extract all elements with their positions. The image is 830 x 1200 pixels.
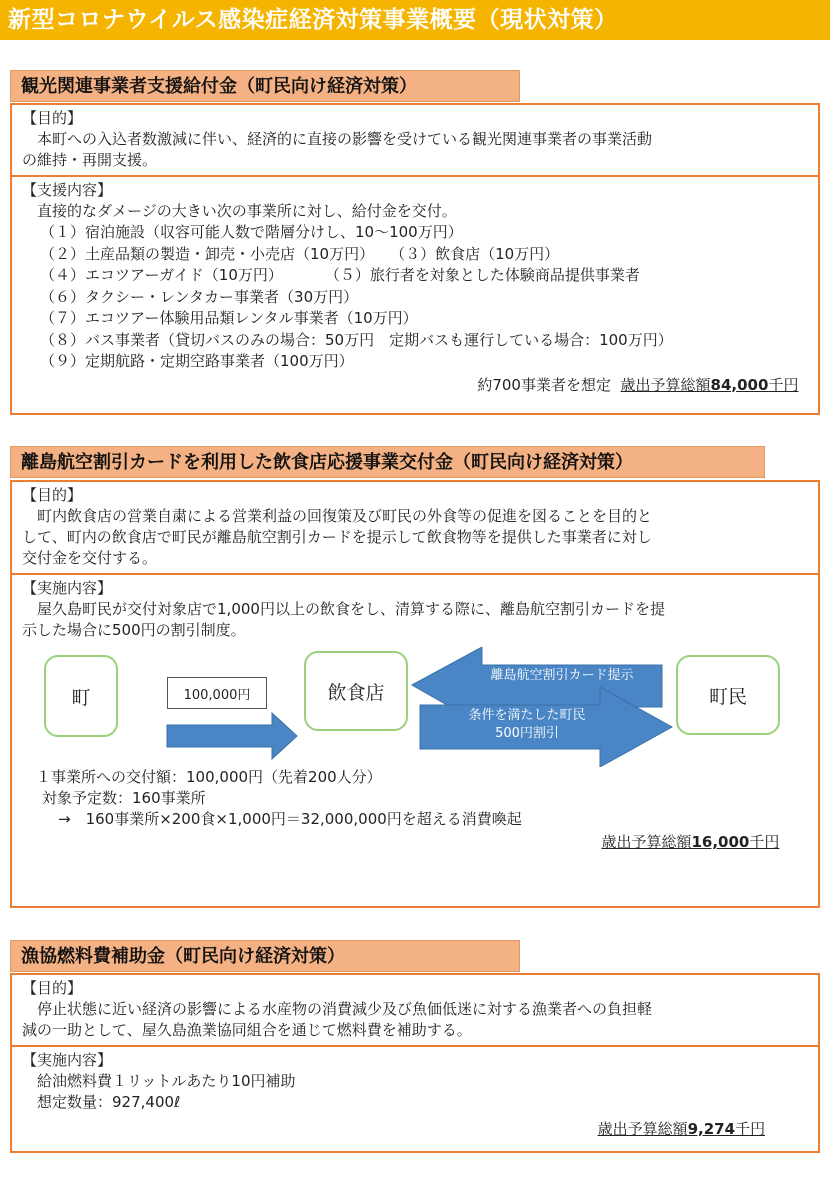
budget-unit: 千円: [749, 833, 780, 851]
section1-purpose-line: 本町への入込者数激減に伴い、経済的に直接の影響を受けている観光関連事業者の事業活動: [37, 130, 653, 148]
arrow-top-line: 1,000円以上飲食＆: [504, 650, 620, 665]
section1-box: [10, 103, 820, 415]
list-item: [22, 265, 808, 287]
arrow-top-line: 離島航空割引カード提示: [490, 668, 634, 683]
assumption-text: 約700事業者を想定: [477, 375, 611, 394]
section3-purpose: [12, 975, 818, 1047]
budget-unit: 千円: [768, 375, 799, 394]
list-item-text: （４）エコツアーガイド（10万円）: [40, 266, 283, 284]
section3-purpose-heading: 【目的】: [22, 979, 83, 997]
section1-purpose-heading: 【目的】: [22, 109, 83, 127]
section2-impl-line: 示した場合に500円の割引制度。: [22, 621, 246, 639]
list-item-text: （５）旅行者を対象とした体験商品提供事業者: [324, 266, 640, 284]
section3-title: 漁協燃料費補助金（町民向け経済対策）: [10, 940, 520, 972]
section1-purpose-line: の維持・再開支援。: [22, 151, 158, 169]
list-item-text: （２）土産品類の製造・卸売・小売店（10万円）: [40, 244, 375, 263]
node-residents: [676, 655, 780, 735]
section1-support-heading: 【支援内容】: [22, 181, 113, 199]
section3-box: [10, 973, 820, 1153]
budget-label: 歳出予算総額: [620, 375, 711, 394]
section3-budget: [22, 1117, 808, 1141]
budget-label: 歳出予算総額: [597, 1120, 688, 1138]
budget-amount: 16,000: [691, 833, 750, 851]
node-town: [44, 655, 118, 737]
amount-box-label: 100,000円: [183, 687, 251, 703]
section3-impl-line: 給油燃料費１リットルあたり10円補助: [37, 1072, 296, 1090]
node-town-label: 町: [71, 686, 91, 709]
section2-impl-heading: 【実施内容】: [22, 579, 113, 597]
section1-purpose: [12, 105, 818, 177]
node-restaurant-label: 飲食店: [327, 681, 385, 704]
section2-purpose-line: 町内飲食店の営業自粛による営業利益の回復策及び町民の外食等の促進を図ることを目的と: [37, 507, 653, 525]
budget-amount: 9,274: [687, 1120, 736, 1138]
section1-budget: [22, 373, 808, 397]
page-title: 新型コロナウイルス感染症経済対策事業概要（現状対策）: [8, 7, 618, 33]
section1-support: [12, 177, 818, 401]
section3-impl: [12, 1047, 818, 1145]
section2-budget: [22, 830, 808, 854]
flow-diagram: [22, 647, 808, 767]
list-item: [22, 244, 808, 266]
section3-impl-heading: 【実施内容】: [22, 1051, 113, 1069]
amount-box: [167, 677, 267, 709]
section3-purpose-line: 停止状態に近い経済の影響による水産物の消費減少及び魚価低迷に対する漁業者への負担軽: [37, 1000, 653, 1018]
count-line: 対象予定数：160事業所: [42, 789, 206, 807]
section1-support-intro: 直接的なダメージの大きい次の事業所に対し、給付金を交付。: [37, 202, 457, 220]
list-item: （８）バス事業者（貸切バスのみの場合：50万円 定期バスも運行している場合：100万円）: [40, 330, 673, 349]
arrow-bottom-line: 500円割引: [495, 726, 559, 741]
node-residents-label: 町民: [708, 685, 747, 708]
list-item: （７）エコツアー体験用品類レンタル事業者（10万円）: [40, 309, 418, 327]
section2-impl-line: 屋久島町民が交付対象店で1,000円以上の飲食をし、清算する際に、離島航空割引カードを提: [37, 600, 665, 618]
list-item: （１）宿泊施設（収容可能人数で階層分けし、10～100万円）: [40, 223, 463, 241]
section1-title: 観光関連事業者支援給付金（町民向け経済対策）: [10, 70, 520, 102]
budget-label: 歳出予算総額: [601, 833, 692, 851]
node-restaurant: [304, 651, 408, 731]
list-item-text: （３）飲食店（10万円）: [390, 244, 560, 263]
section3-impl-line: 想定数量：927,400ℓ: [37, 1093, 181, 1111]
list-item: （６）タクシー・レンタカー事業者（30万円）: [40, 287, 359, 306]
page-header: [0, 0, 830, 40]
section2-impl: [12, 575, 818, 858]
budget-amount: 84,000: [710, 375, 769, 394]
arrow-bottom-label: [442, 707, 612, 743]
grant-line: １事業所への交付額：100,000円（先着200人分）: [36, 768, 382, 786]
calc-line: → 160事業所×200食×1,000円＝32,000,000円を超える消費喚起: [58, 810, 522, 828]
section2-purpose-line: して、町内の飲食店で町民が離島航空割引カードを提示して飲食物等を提供した事業者に対し: [22, 528, 652, 546]
section2-title: 離島航空割引カードを利用した飲食店応援事業交付金（町民向け経済対策）: [10, 446, 765, 478]
budget-unit: 千円: [735, 1120, 766, 1138]
section2-purpose-line: 交付金を交付する。: [22, 549, 158, 567]
list-item: （９）定期航路・定期空路事業者（100万円）: [40, 352, 354, 370]
section2-purpose: [12, 482, 818, 575]
arrow-top-label: [472, 649, 652, 685]
arrow-right-icon: [167, 713, 297, 759]
section3-purpose-line: 減の一助として、屋久島漁業協同組合を通じて燃料費を補助する。: [22, 1021, 472, 1039]
section2-purpose-heading: 【目的】: [22, 486, 83, 504]
arrow-bottom-line: 条件を満たした町民: [468, 708, 586, 723]
section2-box: [10, 480, 820, 908]
